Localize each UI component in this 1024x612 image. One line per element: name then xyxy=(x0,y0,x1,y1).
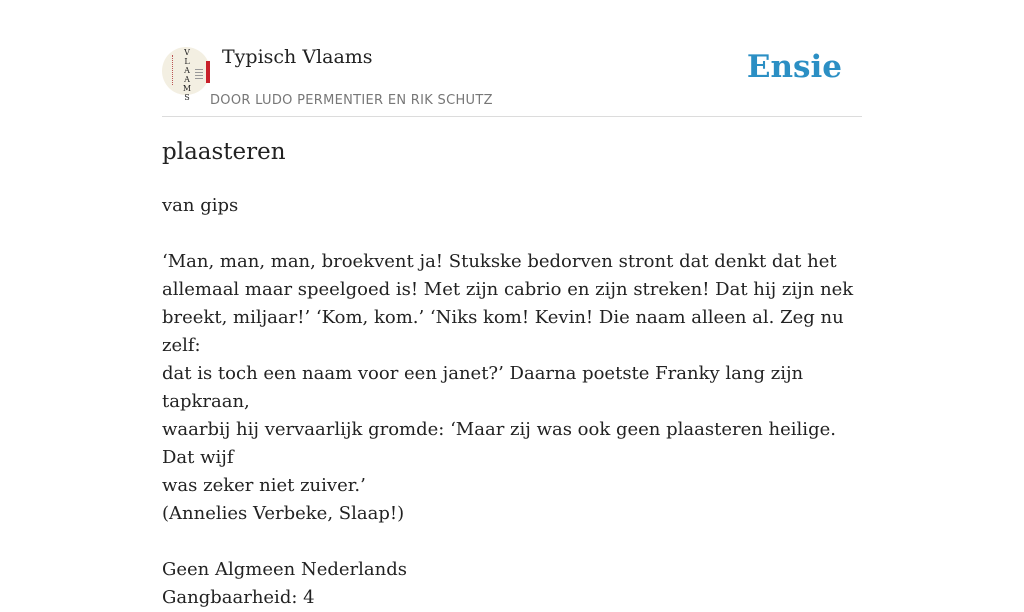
header xyxy=(162,44,862,117)
logo[interactable] xyxy=(162,47,210,102)
quote-line: breekt, miljaar!’ ‘Kom, kom.’ ‘Niks kom! Kevin! Die naam alleen al. Zeg nu zelf: xyxy=(162,307,844,356)
logo-ornament xyxy=(172,55,176,85)
definition: van gips xyxy=(162,195,239,216)
logo-accent-bar xyxy=(206,61,210,83)
usage-note: Geen Algmeen Nederlands xyxy=(162,559,407,580)
quote-line: dat is toch een naam voor een janet?’ Daarna poetste Franky lang zijn tapkraan, xyxy=(162,363,804,412)
entry-body xyxy=(162,192,862,612)
quote-line: allemaal maar speelgoed is! Met zijn cabrio en zijn streken! Dat hij zijn nek xyxy=(162,279,854,300)
logo-letters: V L A A M S xyxy=(182,48,192,102)
usage-note: Gangbaarheid: 4 xyxy=(162,587,315,608)
quote-line: ‘Man, man, man, broekvent ja! Stukske bedorven stront dat denkt dat het xyxy=(162,251,837,272)
byline: DOOR LUDO PERMENTIER EN RIK SCHUTZ xyxy=(210,93,493,108)
site-name[interactable]: Typisch Vlaams xyxy=(222,46,373,68)
page-title: plaasteren xyxy=(162,139,286,165)
quote-line: was zeker niet zuiver.’ xyxy=(162,475,366,496)
quote-source: (Annelies Verbeke, Slaap!) xyxy=(162,503,405,524)
quote-line: waarbij hij vervaarlijk gromde: ‘Maar zij was ook geen plaasteren heilige. Dat wijf xyxy=(162,419,836,468)
brand-logo-link[interactable]: Ensie xyxy=(746,49,842,85)
logo-lines xyxy=(195,69,203,79)
